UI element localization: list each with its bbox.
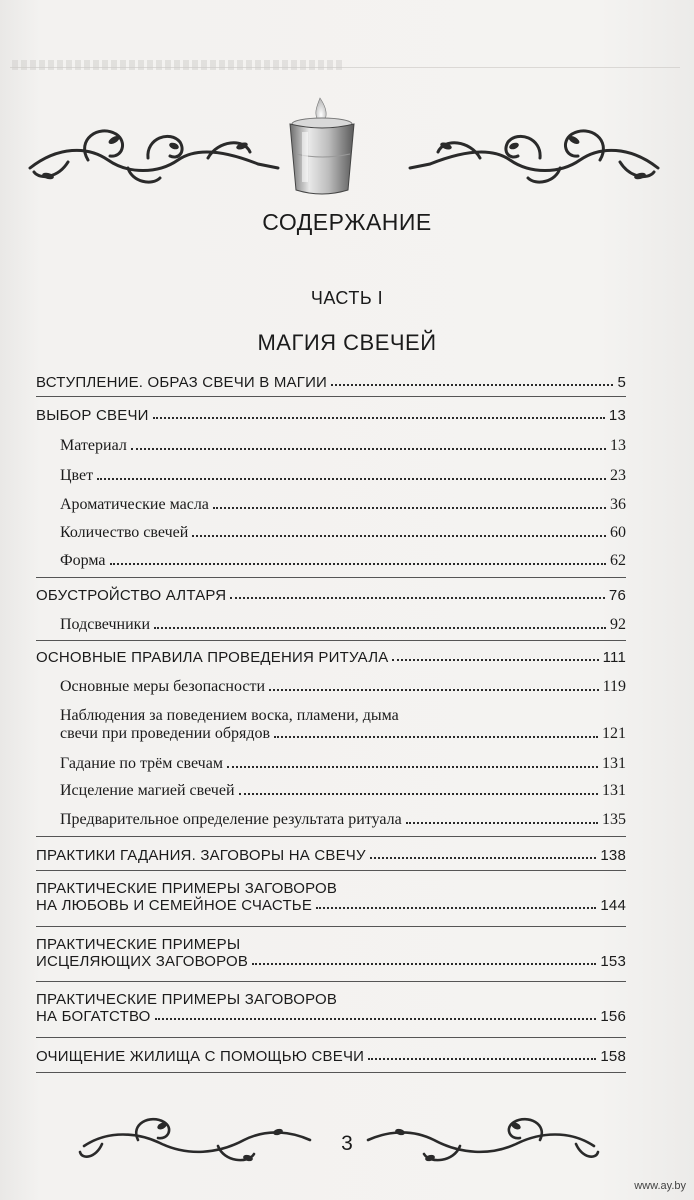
leader-dots (392, 657, 598, 661)
right-flourish-ornament (400, 116, 660, 190)
leader-dots (153, 415, 605, 419)
leader-dots (155, 1016, 597, 1020)
toc-entry-title: ОЧИЩЕНИЕ ЖИЛИЩА С ПОМОЩЬЮ СВЕЧИ (36, 1048, 365, 1065)
toc-entry[interactable] (36, 847, 626, 864)
toc-entry-page: 158 (600, 1048, 626, 1065)
leader-dots (110, 561, 606, 565)
toc-entry-page: 36 (610, 496, 626, 513)
leader-dots (239, 791, 598, 795)
leader-dots (227, 764, 598, 768)
toc-entry-page: 138 (600, 847, 626, 864)
toc-entry-title-line1: Наблюдения за поведением воска, пламени, дыма (60, 707, 399, 724)
toc-entry-title: Основные меры безопасности (60, 678, 265, 695)
toc-entry-title: Гадание по трём свечам (60, 755, 223, 772)
toc-subentry[interactable] (36, 616, 626, 634)
leader-dots (274, 734, 598, 738)
toc-entry-page: 135 (602, 811, 626, 828)
divider (36, 396, 626, 397)
toc-entry-page: 13 (608, 407, 626, 424)
leader-dots (316, 905, 596, 909)
toc-subentry[interactable] (36, 755, 626, 773)
toc-entry[interactable] (36, 1048, 626, 1065)
toc-entry-page: 131 (602, 782, 626, 799)
toc-subentry[interactable] (36, 707, 626, 743)
leader-dots (192, 533, 606, 537)
leader-dots (213, 505, 606, 509)
toc-entry-title: НА ЛЮБОВЬ И СЕМЕЙНОЕ СЧАСТЬЕ (36, 897, 313, 914)
toc-entry-page: 5 (617, 374, 626, 391)
toc-entry-page: 111 (602, 649, 626, 666)
toc-entry-title: ВСТУПЛЕНИЕ. ОБРАЗ СВЕЧИ В МАГИИ (36, 374, 328, 391)
watermark: www.ay.by (634, 1180, 686, 1192)
toc-entry-title: НА БОГАТСТВО (36, 1008, 151, 1025)
toc-entry-page: 119 (602, 678, 626, 695)
toc-entry[interactable] (36, 407, 626, 424)
toc-entry-page: 62 (610, 552, 626, 569)
toc-entry-title: Форма (60, 552, 106, 569)
toc-subentry[interactable] (36, 496, 626, 514)
toc-entry[interactable] (36, 991, 626, 1025)
toc-entry-title: Исцеление магией свечей (60, 782, 235, 799)
part-title: ЧАСТЬ I (310, 288, 384, 308)
toc-subentry[interactable] (36, 467, 626, 485)
toc-subentry[interactable] (36, 782, 626, 800)
toc-entry[interactable] (36, 936, 626, 970)
toc-subentry[interactable] (36, 524, 626, 542)
divider (36, 981, 626, 982)
leader-dots (331, 382, 613, 386)
divider (36, 836, 626, 837)
toc-entry-title: Цвет (60, 467, 94, 484)
leader-dots (370, 855, 597, 859)
toc-entry-title: Материал (60, 437, 127, 454)
toc-entry-title: Предварительное определение результата ритуала (60, 811, 402, 828)
section-title: МАГИЯ СВЕЧЕЙ (257, 330, 437, 355)
toc-subentry[interactable] (36, 437, 626, 455)
toc-entry-page: 131 (602, 755, 626, 772)
leader-dots (368, 1056, 596, 1060)
toc-entry[interactable] (36, 880, 626, 914)
left-flourish-ornament (28, 116, 288, 190)
toc-entry-page: 76 (608, 587, 626, 604)
toc-entry-title: свечи при проведении обрядов (60, 725, 271, 742)
toc-entry-page: 156 (600, 1008, 626, 1025)
toc-entry-page: 144 (600, 897, 626, 914)
leader-dots (97, 476, 606, 480)
toc-entry-page: 13 (610, 437, 626, 454)
toc-entry-title: ВЫБОР СВЕЧИ (36, 407, 149, 424)
leader-dots (269, 687, 599, 691)
divider (36, 640, 626, 641)
divider (36, 1037, 626, 1038)
toc-entry-title-line1: ПРАКТИЧЕСКИЕ ПРИМЕРЫ ЗАГОВОРОВ (36, 991, 338, 1008)
toc-entry-title: ОБУСТРОЙСТВО АЛТАРЯ (36, 587, 227, 604)
toc-entry-title: ПРАКТИКИ ГАДАНИЯ. ЗАГОВОРЫ НА СВЕЧУ (36, 847, 366, 864)
toc-entry-title: ИСЦЕЛЯЮЩИХ ЗАГОВОРОВ (36, 953, 249, 970)
leader-dots (131, 446, 606, 450)
toc-entry-title: ОСНОВНЫЕ ПРАВИЛА ПРОВЕДЕНИЯ РИТУАЛА (36, 649, 389, 666)
toc-subentry[interactable] (36, 552, 626, 570)
divider (36, 577, 626, 578)
leader-dots (154, 625, 606, 629)
divider (36, 1072, 626, 1073)
page-number: 3 (341, 1132, 353, 1155)
toc-entry-title: Подсвечники (60, 616, 151, 633)
divider (36, 926, 626, 927)
toc-entry[interactable] (36, 374, 626, 391)
toc-subentry[interactable] (36, 678, 626, 696)
toc-entry-page: 153 (600, 953, 626, 970)
leader-dots (252, 961, 596, 965)
toc-entry[interactable] (36, 649, 626, 666)
leader-dots (406, 820, 598, 824)
toc-entry-title-line1: ПРАКТИЧЕСКИЕ ПРИМЕРЫ ЗАГОВОРОВ (36, 880, 338, 897)
divider (36, 870, 626, 871)
toc-entry-title-line1: ПРАКТИЧЕСКИЕ ПРИМЕРЫ (36, 936, 241, 953)
toc-entry[interactable] (36, 587, 626, 604)
toc-entry-page: 60 (610, 524, 626, 541)
contents-title: СОДЕРЖАНИЕ (262, 209, 432, 235)
toc-entry-title: Ароматические масла (60, 496, 209, 513)
toc-entry-page: 92 (610, 616, 626, 633)
toc-entry-title: Количество свечей (60, 524, 189, 541)
toc-entry-page: 121 (602, 725, 626, 742)
leader-dots (230, 595, 605, 599)
running-header-bleed (12, 60, 342, 70)
toc-subentry[interactable] (36, 811, 626, 829)
toc-entry-page: 23 (610, 467, 626, 484)
